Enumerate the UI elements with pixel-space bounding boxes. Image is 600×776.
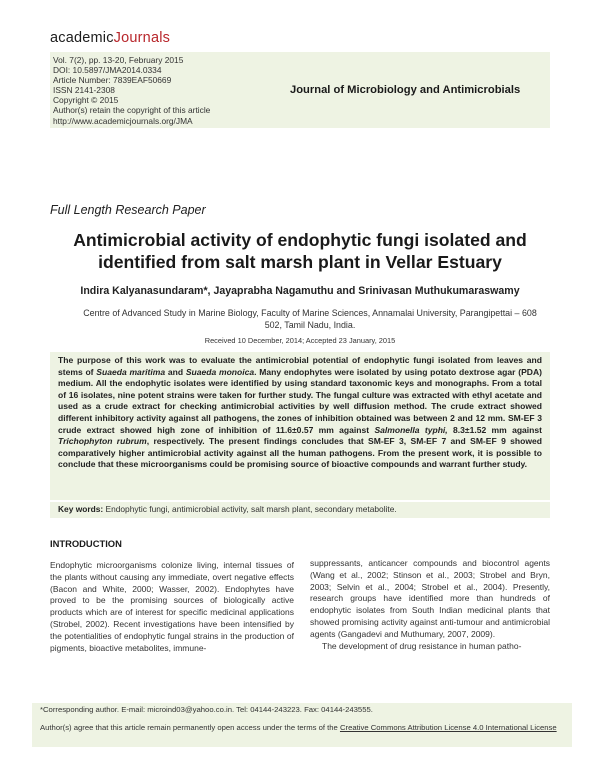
license-statement	[40, 723, 560, 733]
intro-column-2	[310, 558, 550, 652]
intro-column-2-para-1: suppressants, anticancer compounds and biocontrol agents (Wang et al., 2002; Stinson et al., 2003; Strobel and Bryn, 2003; Selvin et al., 2004; Strobel et al., 2004). Presently, research groups have identified more than hundreds of endophytic isolates from South Indian medicinal plants that showed promising activity against anti-tumour and antimicrobial agents (Gangadevi and Muthumary, 2007, 2009).	[310, 558, 550, 639]
abstract-text-2: and	[165, 366, 186, 377]
paper-title	[50, 230, 550, 273]
species-suaeda-monoica: Suaeda monoica	[185, 366, 255, 377]
meta-copyright: Copyright © 2015	[53, 95, 119, 106]
meta-volume: Vol. 7(2), pp. 13-20, February 2015	[53, 55, 184, 65]
license-link[interactable]: Creative Commons Attribution License 4.0 International License	[339, 723, 557, 732]
abstract-text-4: 8.3±1.52 mm against	[447, 424, 542, 435]
abstract-text-3: . Many endophytes were isolated by using potato dextrose agar (PDA) medium. All the endophytic isolates were identified by using standard taxonomic keys and monographs. From a total of 16 isolates, nine potent strains were taken for further study. The fungal culture was extracted with ethyl acetate and used as a crude extract for checking antimicrobial activities by well diffusion method. The crude extract showed different inhibitory activity against all pathogens, the zones of inhibition obtained was between 2 and 12 mm. SM-EF 3 crude extract showed high zone of inhibition of 11.6±0.57 mm against	[58, 366, 542, 435]
journal-name: Journal of Microbiology and Antimicrobials	[290, 84, 521, 96]
meta-doi: DOI: 10.5897/JMA2014.0334	[53, 65, 162, 76]
license-text: Author(s) agree that this article remain permanently open access under the terms of the	[40, 723, 340, 732]
received-accepted-dates: Received 10 December, 2014; Accepted 23 January, 2015	[204, 336, 396, 345]
keywords-text: Endophytic fungi, antimicrobial activity, salt marsh plant, secondary metabolite.	[103, 504, 397, 514]
abstract-text-5: , respectively. The present findings concludes that SM-EF 3, SM-EF 7 and SM-EF 9 showed comparatively higher antimicrobial activity against all the human pathogens. From the present work, it is possible to conclude that these microorganisms could be promising source of bioactive compounds and warrant further study.	[58, 436, 542, 470]
species-trichophyton-rubrum: Trichophyton rubrum	[58, 436, 147, 447]
corresponding-author: *Corresponding author. E-mail: microind03@yahoo.co.in. Tel: 04144-243223. Fax: 04144-243555.	[40, 705, 373, 714]
species-suaeda-maritima: Suaeda maritima	[96, 366, 166, 377]
article-meta	[53, 55, 210, 126]
affiliation	[70, 307, 550, 331]
authors: Indira Kalyanasundaram*, Jayaprabha Nagamuthu and Srinivasan Muthukumaraswamy	[80, 285, 520, 297]
logo-part1: academic	[50, 30, 114, 46]
meta-article-number: Article Number: 7839EAF50669	[53, 75, 172, 86]
paper-type: Full Length Research Paper	[50, 203, 206, 217]
meta-url[interactable]: http://www.academicjournals.org/JMA	[53, 115, 193, 126]
affiliation-line-2: 502, Tamil Nadu, India.	[264, 320, 356, 331]
publisher-logo	[50, 30, 170, 46]
title-line-2: identified from salt marsh plant in Vellar Estuary	[98, 251, 502, 272]
abstract-text-1: The purpose of this work was to evaluate the antimicrobial potential of endophytic fungi isolated from leaves and stems of	[58, 355, 542, 377]
species-salmonella-typhi: Salmonella typhi,	[374, 424, 448, 435]
intro-column-2-para-2: The development of drug resistance in human patho-	[322, 640, 522, 651]
keywords-label: Key words:	[58, 504, 104, 514]
abstract	[58, 355, 542, 471]
meta-issn: ISSN 2141-2308	[53, 85, 115, 96]
affiliation-line-1: Centre of Advanced Study in Marine Biology, Faculty of Marine Sciences, Annamalai University, Parangipettai – 608	[83, 308, 537, 318]
section-heading-introduction: INTRODUCTION	[50, 538, 122, 549]
meta-rights: Author(s) retain the copyright of this article	[53, 105, 211, 116]
logo-part2: Journals	[113, 30, 171, 46]
title-line-1: Antimicrobial activity of endophytic fungi isolated and	[73, 230, 527, 250]
intro-column-1: Endophytic microorganisms colonize living, internal tissues of the plants without causing any immediate, overt negative effects (Bacon and White, 2000; Wasser, 2002). Endophytes have proved to be the promising sources of biologically active products which are of interest for specific medicinal applications (Strobel, 2002). Recent investigations have been intensified by the potentialities of endophytic fungal strains in the production of pigments, bioactive metabolites, immune-	[50, 560, 294, 653]
keywords	[58, 504, 397, 514]
